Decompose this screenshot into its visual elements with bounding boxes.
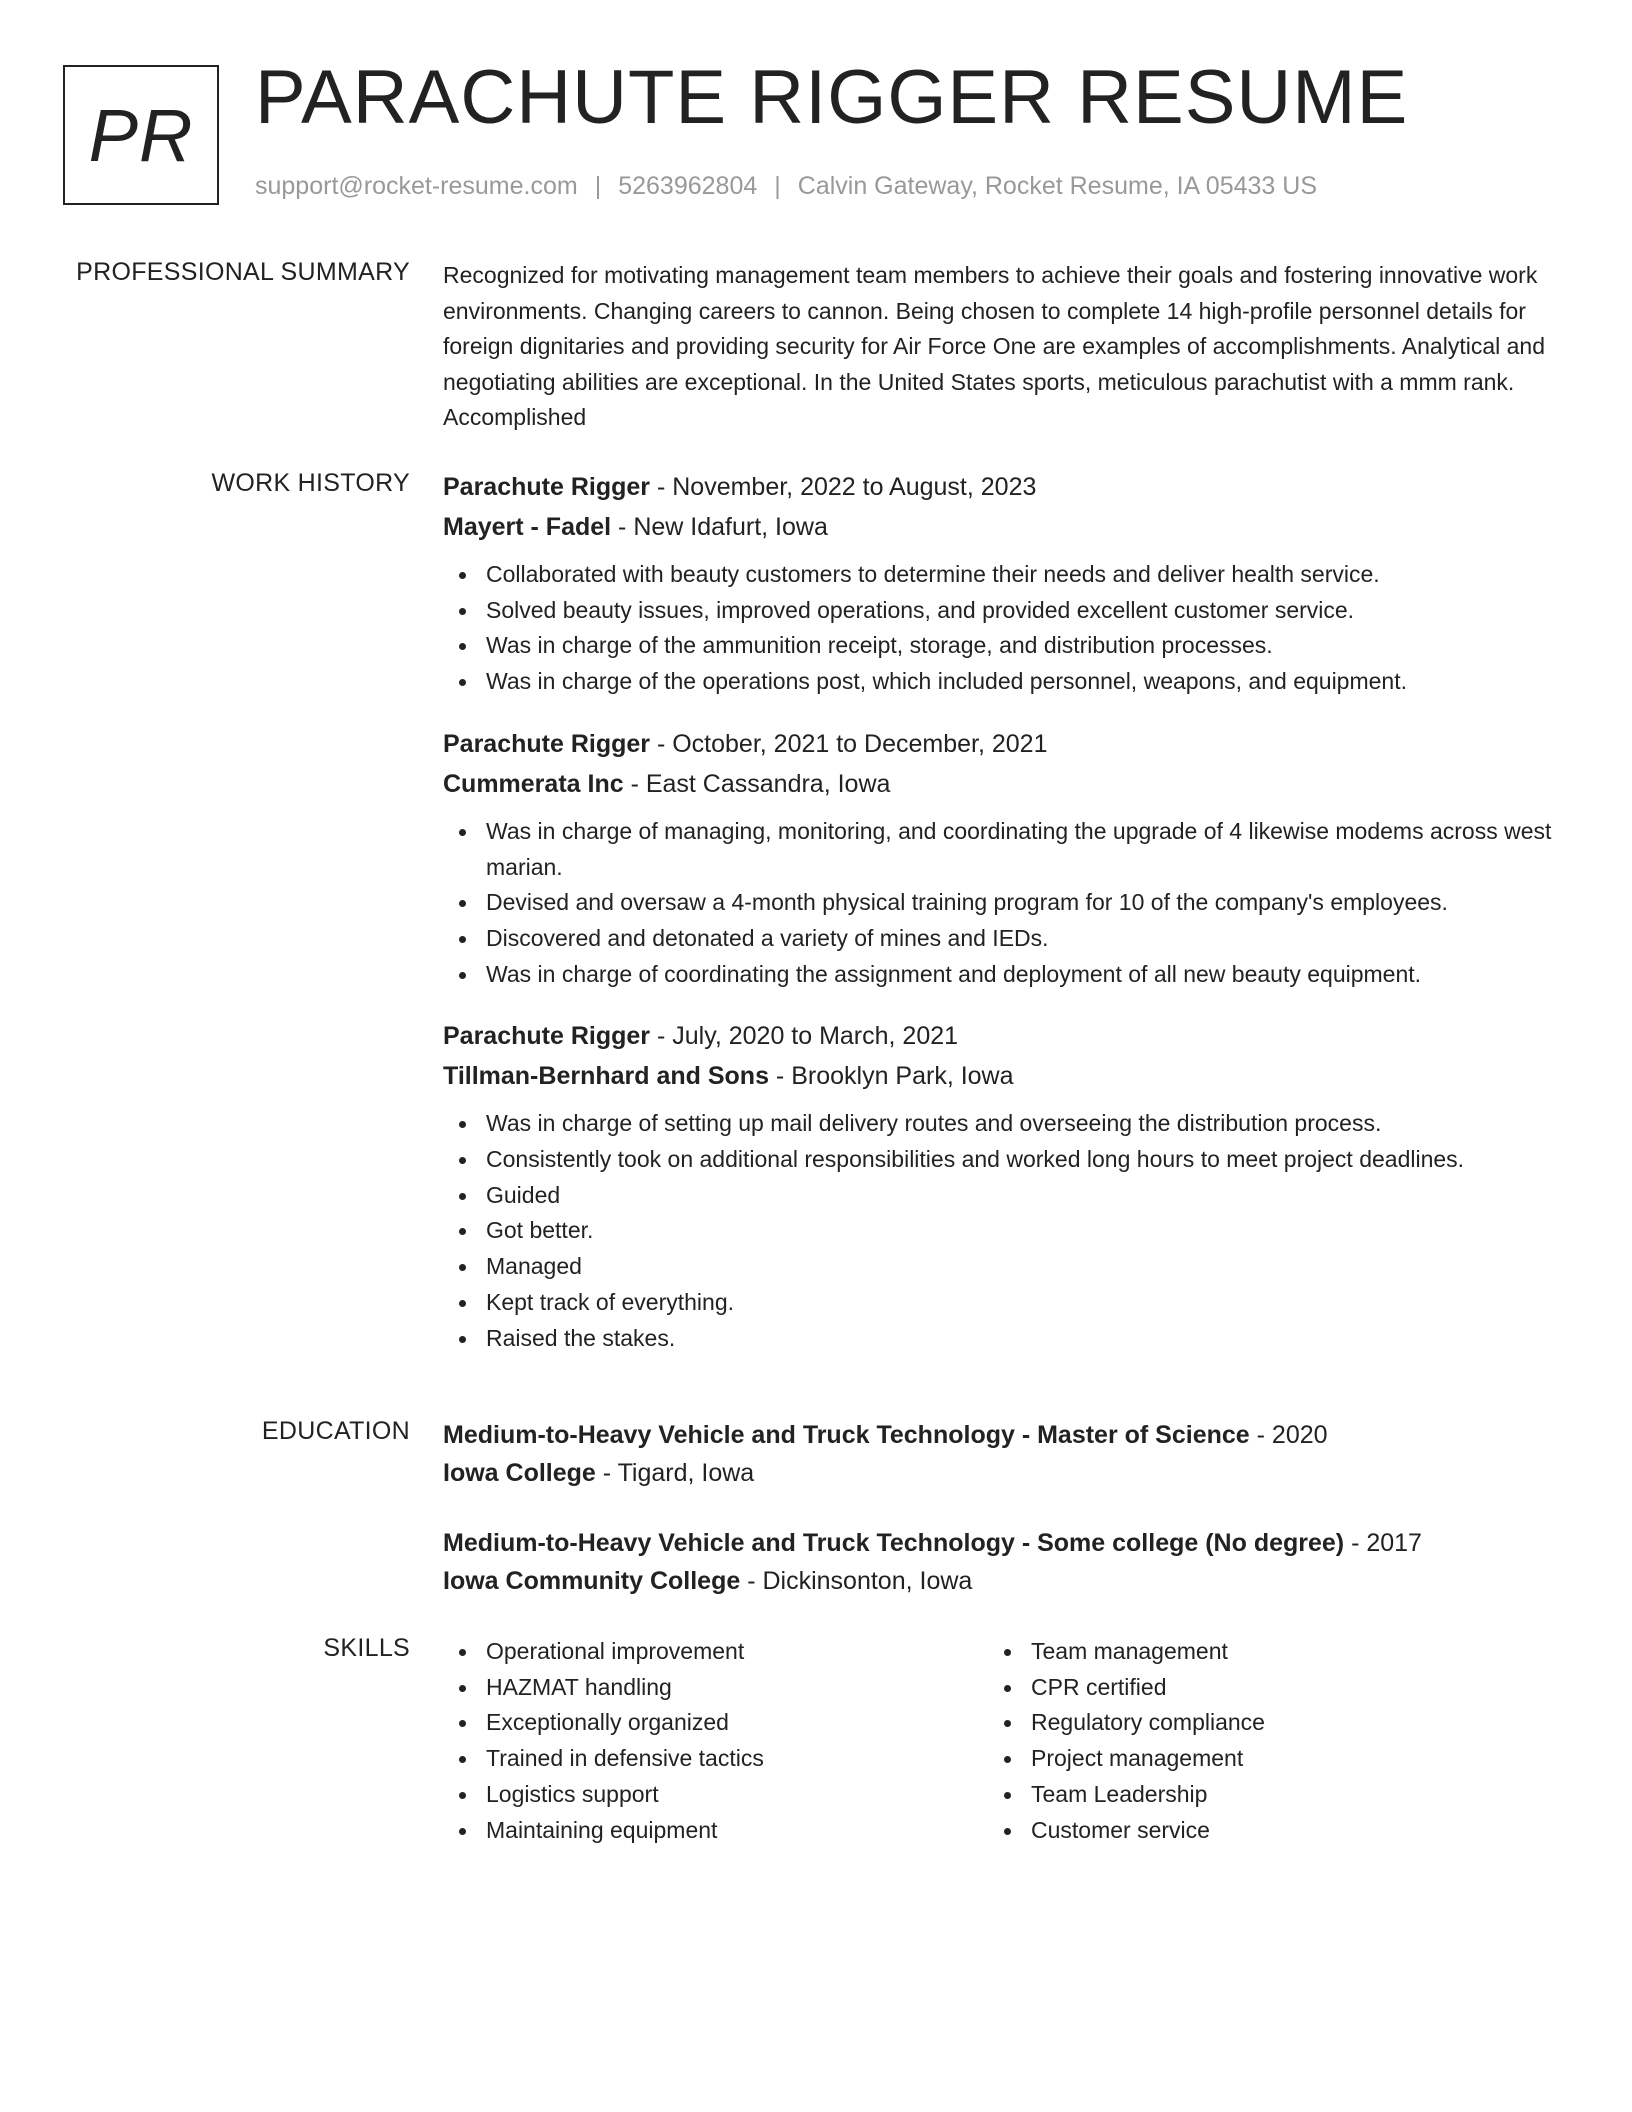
contact-separator: | bbox=[774, 172, 781, 200]
education-entry bbox=[443, 1523, 1553, 1599]
job-role: Parachute Rigger bbox=[443, 1022, 651, 1051]
job-company: Mayert - Fadel bbox=[443, 513, 612, 541]
section-title-skills: SKILLS bbox=[323, 1634, 410, 1662]
job-bullet: Was in charge of managing, monitoring, and coordinating the upgrade of 4 likewise modems across west marian. bbox=[486, 814, 1553, 885]
skill-item: Project management bbox=[1031, 1741, 1508, 1777]
job-entry bbox=[443, 467, 1553, 700]
skill-item: Logistics support bbox=[486, 1777, 963, 1813]
job-location: - New Idafurt, Iowa bbox=[611, 513, 828, 541]
education-degree-line bbox=[443, 1415, 1553, 1455]
job-bullet: Collaborated with beauty customers to determine their needs and deliver health service. bbox=[486, 557, 1553, 593]
monogram-text: PR bbox=[88, 93, 194, 177]
section-title-education: EDUCATION bbox=[261, 1417, 410, 1445]
job-role: Parachute Rigger bbox=[443, 473, 651, 501]
job-bullet: Was in charge of coordinating the assignment and deployment of all new beauty equipment. bbox=[486, 957, 1553, 993]
job-bullets bbox=[443, 814, 1553, 993]
skill-item: Team management bbox=[1031, 1634, 1508, 1670]
job-company-line bbox=[443, 764, 1553, 804]
skill-item: Regulatory compliance bbox=[1031, 1705, 1508, 1741]
education-school: Iowa College bbox=[443, 1459, 596, 1487]
job-company-line bbox=[443, 507, 1553, 547]
job-bullet: Consistently took on additional responsibilities and worked long hours to meet project deadlines. bbox=[486, 1142, 1553, 1178]
job-bullet: Kept track of everything. bbox=[486, 1285, 1553, 1321]
job-company-line bbox=[443, 1056, 1553, 1096]
education-location: - Dickinsonton, Iowa bbox=[740, 1567, 973, 1595]
monogram-badge bbox=[63, 65, 219, 205]
job-bullet: Raised the stakes. bbox=[486, 1321, 1553, 1357]
job-bullet: Managed bbox=[486, 1249, 1553, 1285]
job-dates: - July, 2020 to March, 2021 bbox=[650, 1022, 959, 1051]
education-entry bbox=[443, 1415, 1553, 1491]
job-title-line bbox=[443, 467, 1553, 507]
skill-item: Trained in defensive tactics bbox=[486, 1741, 963, 1777]
job-entry bbox=[443, 1016, 1553, 1356]
skills-list bbox=[443, 1634, 963, 1848]
job-bullet: Was in charge of setting up mail delivery routes and overseeing the distribution process. bbox=[486, 1106, 1553, 1142]
skill-item: HAZMAT handling bbox=[486, 1670, 963, 1706]
contact-address: Calvin Gateway, Rocket Resume, IA 05433 US bbox=[797, 172, 1317, 200]
job-bullet: Was in charge of the ammunition receipt, storage, and distribution processes. bbox=[486, 628, 1553, 664]
job-bullet: Guided bbox=[486, 1178, 1553, 1214]
education-school: Iowa Community College bbox=[443, 1567, 741, 1595]
job-bullet: Solved beauty issues, improved operations, and provided excellent customer service. bbox=[486, 593, 1553, 629]
education-degree: Medium-to-Heavy Vehicle and Truck Technology - Some college (No degree) bbox=[443, 1529, 1345, 1557]
contact-separator: | bbox=[594, 172, 602, 200]
section-title-summary: PROFESSIONAL SUMMARY bbox=[76, 258, 410, 286]
summary-text: Recognized for motivating management team members to achieve their goals and fostering innovative work environments. Changing careers to cannon. Being chosen to complete 14 high-profile personnel details for foreign dignitaries and providing security for Air Force One are examples of accomplishments. Analytical and negotiating abilities are exceptional. In the United States sports, meticulous parachutist with a mmm rank. Accomplished bbox=[443, 262, 1545, 430]
section-title-work: WORK HISTORY bbox=[211, 469, 410, 497]
skills-column-left bbox=[443, 1634, 963, 1848]
job-role: Parachute Rigger bbox=[443, 729, 651, 758]
skill-item: Operational improvement bbox=[486, 1634, 963, 1670]
job-location: - Brooklyn Park, Iowa bbox=[768, 1062, 1014, 1091]
education-year: - 2020 bbox=[1249, 1421, 1328, 1449]
skill-item: CPR certified bbox=[1031, 1670, 1508, 1706]
skill-item: Exceptionally organized bbox=[486, 1705, 963, 1741]
contact-phone[interactable]: 5263962804 bbox=[618, 172, 758, 200]
job-bullets bbox=[443, 557, 1553, 700]
resume-title: PARACHUTE RIGGER RESUME bbox=[255, 55, 1409, 140]
education-school-line bbox=[443, 1455, 1553, 1491]
education-degree: Medium-to-Heavy Vehicle and Truck Technology - Master of Science bbox=[443, 1421, 1250, 1449]
skill-item: Maintaining equipment bbox=[486, 1813, 963, 1849]
job-title-line bbox=[443, 1016, 1553, 1056]
job-bullet: Discovered and detonated a variety of mines and IEDs. bbox=[486, 921, 1553, 957]
skills-column-right bbox=[988, 1634, 1508, 1848]
education-degree-line bbox=[443, 1523, 1553, 1563]
job-bullet: Was in charge of the operations post, which included personnel, weapons, and equipment. bbox=[486, 664, 1553, 700]
job-location: - East Cassandra, Iowa bbox=[623, 769, 891, 798]
skills-list bbox=[988, 1634, 1508, 1848]
job-dates: - October, 2021 to December, 2021 bbox=[650, 729, 1048, 758]
skill-item: Team Leadership bbox=[1031, 1777, 1508, 1813]
education-location: - Tigard, Iowa bbox=[595, 1459, 755, 1487]
contact-line bbox=[255, 172, 1317, 201]
education-year: - 2017 bbox=[1344, 1529, 1422, 1557]
job-company: Cummerata Inc bbox=[443, 769, 624, 798]
job-title-line bbox=[443, 724, 1553, 764]
job-entry bbox=[443, 724, 1553, 993]
job-bullet: Devised and oversaw a 4-month physical training program for 10 of the company's employees. bbox=[486, 885, 1553, 921]
contact-email[interactable]: support@rocket-resume.com bbox=[255, 172, 578, 200]
skill-item: Customer service bbox=[1031, 1813, 1508, 1849]
education-school-line bbox=[443, 1563, 1553, 1599]
job-dates: - November, 2022 to August, 2023 bbox=[650, 473, 1037, 501]
job-company: Tillman-Bernhard and Sons bbox=[443, 1062, 769, 1091]
job-bullets bbox=[443, 1106, 1553, 1356]
job-bullet: Got better. bbox=[486, 1213, 1553, 1249]
